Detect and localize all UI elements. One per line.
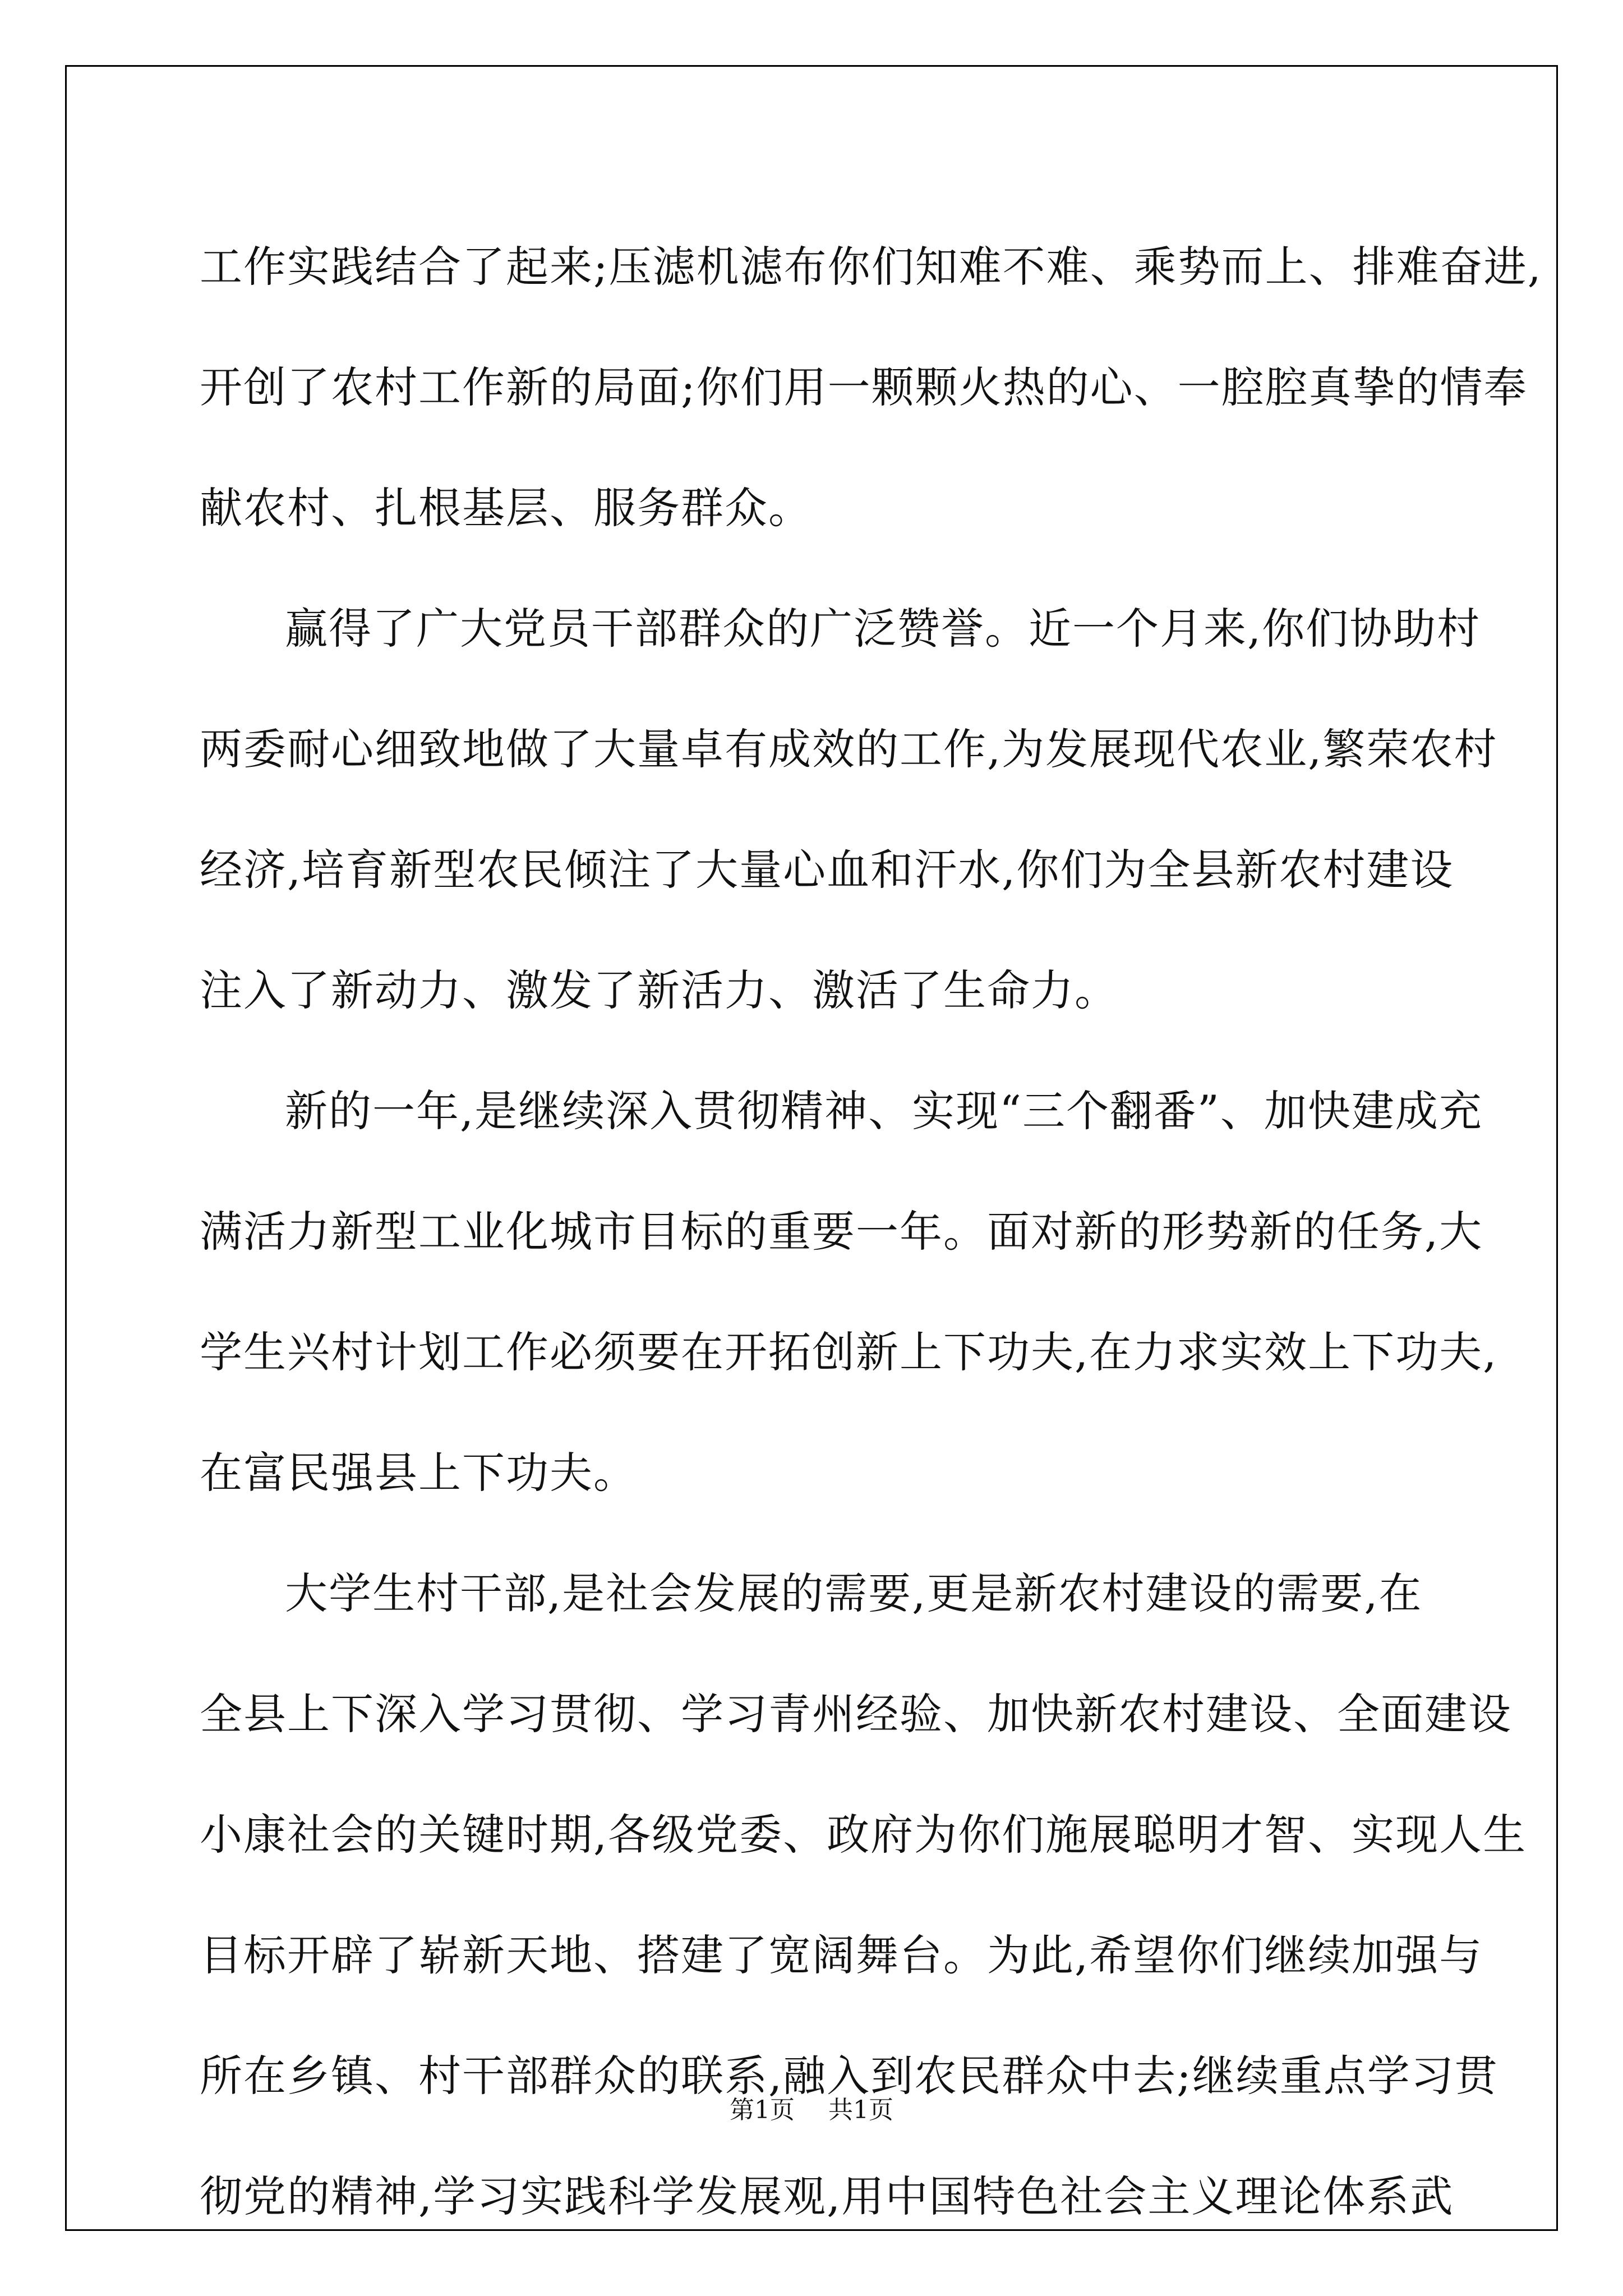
document-body [200,206,1542,2257]
text-line: 赢得了广大党员干部群众的广泛赞誉。近一个月来,你们协助村 [285,604,1481,654]
text-line: 注入了新动力、激发了新活力、激活了生命力。 [200,965,1118,1015]
text-line: 在富民强县上下功夫。 [200,1448,637,1498]
text-line: 开创了农村工作新的局面;你们用一颗颗火热的心、一腔腔真挚的情奉 [200,362,1528,412]
text-line: 所在乡镇、村干部群众的联系,融入到农民群众中去;继续重点学习贯 [200,2051,1498,2101]
text-line: 工作实践结合了起来;压滤机滤布你们知难不难、乘势而上、排难奋进, [200,242,1542,292]
page-total: 共1页 [828,2096,893,2124]
text-line: 两委耐心细致地做了大量卓有成效的工作,为发展现代农业,繁荣农村 [200,724,1498,774]
text-line: 小康社会的关键时期,各级党委、政府为你们施展聪明才智、实现人生 [200,1810,1527,1860]
paragraph [200,1051,1498,1533]
text-line: 满活力新型工业化城市目标的重要一年。面对新的形势新的任务,大 [200,1207,1483,1257]
page-footer [0,2090,1623,2125]
text-line: 新的一年,是继续深入贯彻精神、实现“三个翻番”、加快建成充 [285,1086,1483,1136]
text-line: 经济,培育新型农民倾注了大量心血和汗水,你们为全县新农村建设 [200,845,1454,895]
text-line: 目标开辟了崭新天地、搭建了宽阔舞台。为此,希望你们继续加强与 [200,1930,1483,1980]
text-line: 全县上下深入学习贯彻、学习青州经验、加快新农村建设、全面建设 [200,1689,1512,1739]
text-line: 献农村、扎根基层、服务群众。 [200,483,812,533]
page-number: 第1页 [730,2096,795,2124]
paragraph [200,568,1498,1051]
text-line: 学生兴村计划工作必须要在开拓创新上下功夫,在力求实效上下功夫, [200,1327,1498,1377]
text-line: 彻党的精神,学习实践科学发展观,用中国特色社会主义理论体系武 [200,2171,1454,2221]
text-line: 大学生村干部,是社会发展的需要,更是新农村建设的需要,在 [285,1568,1423,1618]
paragraph [200,206,1542,568]
paragraph [200,1533,1527,2257]
